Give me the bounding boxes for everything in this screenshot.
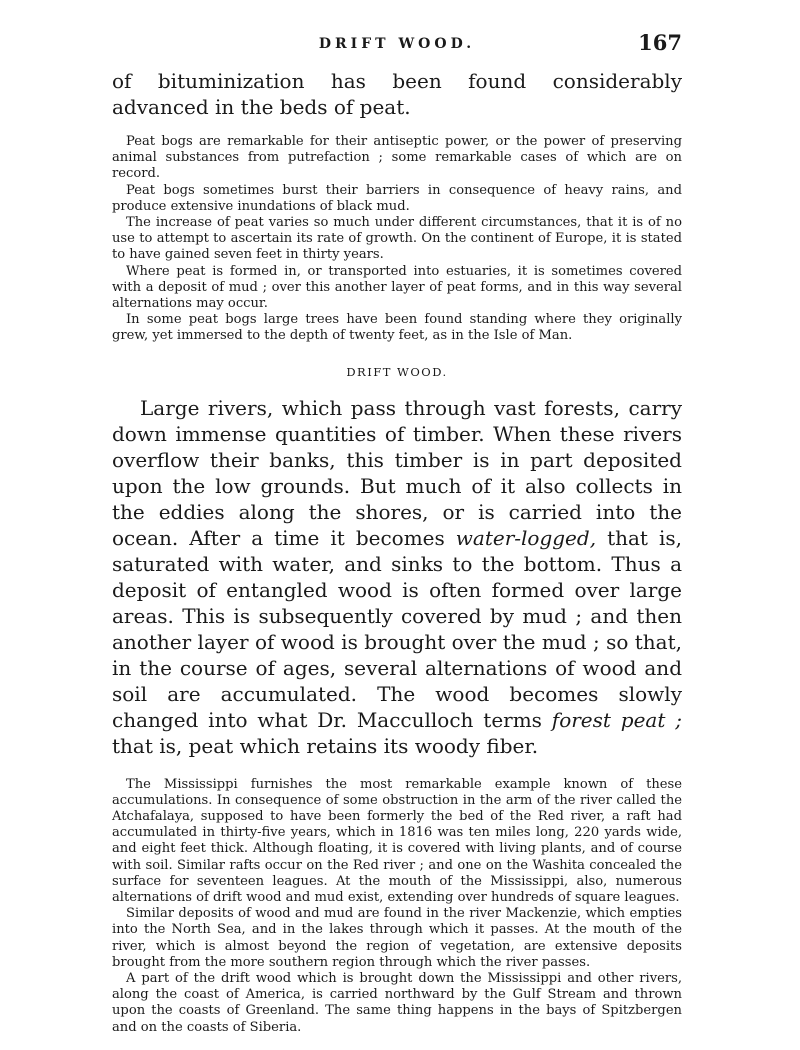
drift-notes [112, 777, 682, 1036]
running-title: DRIFT WOOD. [318, 36, 476, 52]
peat-note: Where peat is formed in, or transported into estuaries, it is sometimes covered with a deposit of mud ; over this another layer of peat forms, and in this way several alternations may occur. [112, 263, 682, 312]
book-page [112, 30, 682, 1036]
peat-note: Peat bogs sometimes burst their barriers in consequence of heavy rains, and produce extensive inundations of black mud. [112, 182, 682, 214]
page-number: 167 [638, 30, 682, 55]
peat-note: Peat bogs are remarkable for their antiseptic power, or the power of preserving animal substances from putrefaction ; some remarkable cases of which are on record. [112, 134, 682, 182]
italic-term: water-logged, [455, 525, 597, 550]
italic-term: forest peat ; [551, 707, 682, 732]
peat-note: In some peat bogs large trees have been found standing where they originally grew, yet immersed to the depth of twenty feet, as in the Isle of Man. [112, 312, 682, 344]
main-text-part: that is, saturated with water, and sinks to the bottom. Thus a deposit of entangled wood is often formed over large areas. This is subsequently covered by mud ; and then another layer of wood is brought over the mud ; so that, in the course of ages, several alternations of wood and soil are accumulated. The wood becomes slowly changed into what Dr. Macculloch terms [112, 525, 682, 732]
drift-note: A part of the drift wood which is brought down the Mississippi and other rivers, along the coast of America, is carried northward by the Gulf Stream and thrown upon the coasts of Greenland. The same thing happens in the bays of Spitzbergen and on the coasts of Siberia. [112, 971, 682, 1035]
section-heading: DRIFT WOOD. [346, 364, 448, 379]
drift-note: The Mississippi furnishes the most remarkable example known of these accumulations. In consequence of some obstruction in the arm of the river called the Atchafalaya, supposed to have been formerly the bed of the Red river, a raft had accumulated in thirty-five years, which in 1816 was ten miles long, 220 yards wide, and eight feet thick. Although floating, it is covered with living plants, and of course with soil. Similar rafts occur on the Red river ; and one on the Washita concealed the surface for seventeen leagues. At the mouth of the Mississippi, also, numerous alternations of drift wood and mud exist, extending over hundreds of square leagues. [112, 776, 682, 906]
intro-paragraph: of bituminization has been found considerably advanced in the beds of peat. [112, 69, 682, 119]
running-header [112, 30, 682, 68]
drift-note: Similar deposits of wood and mud are found in the river Mackenzie, which empties into the North Sea, and in the lakes through which it passes. At the mouth of the river, which is almost beyond the region of vegetation, are extensive deposits brought from the more southern region through which the river passes. [112, 906, 682, 970]
main-paragraph [112, 395, 682, 759]
main-text-part: that is, peat which retains its woody fiber. [112, 733, 539, 758]
peat-notes [112, 134, 682, 345]
main-text-part: Large rivers, which pass through vast forests, carry down immense quantities of timber. When these rivers overflow their banks, this timber is in part deposited upon the low grounds. But much of it also collects in the eddies along the shores, or is carried into the ocean. After a time it becomes [112, 395, 682, 550]
peat-note: The increase of peat varies so much under different circumstances, that it is of no use to attempt to ascertain its rate of growth. On the continent of Europe, it is stated to have gained seven feet in thirty years. [112, 215, 682, 263]
